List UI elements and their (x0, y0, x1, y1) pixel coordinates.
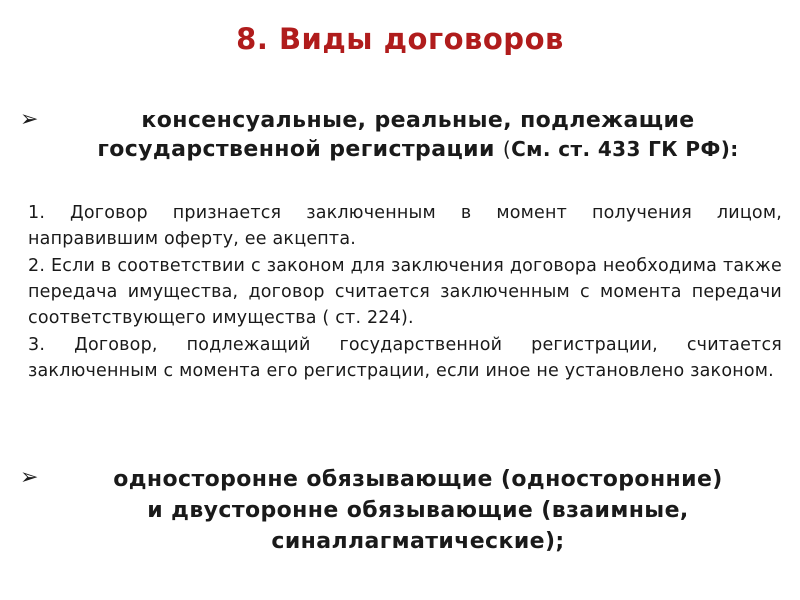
numbered-points (28, 200, 782, 385)
bullet-1-line-a: консенсуальные, реальные, подлежащие (141, 108, 695, 133)
bullet-contract-types-2 (20, 464, 790, 557)
slide-title: 8. Виды договоров (236, 22, 564, 56)
bullet-2-line-b: и двусторонне обязывающие (взаимные, (147, 498, 689, 523)
bullet-2-line-a: односторонне обязывающие (односторонние) (113, 467, 723, 492)
bullet-1-text (46, 106, 790, 164)
arrow-bullet-icon: ➢ (20, 107, 39, 132)
article-reference: (См. ст. 433 ГК РФ): (502, 137, 739, 161)
bullet-contract-types-1 (20, 106, 790, 164)
bullet-1-line-b (46, 135, 790, 164)
bullet-2-text (46, 464, 790, 557)
arrow-bullet-icon: ➢ (20, 465, 39, 490)
point-3: 3. Договор, подлежащий государственной регистрации, считается заключенным с момента его регистрации, если иное не установлено законом. (28, 335, 782, 381)
bullet-1-line-b-main: государственной регистрации (97, 137, 495, 162)
point-1: 1. Договор признается заключенным в момент получения лицом, направившим оферту, ее акцепта. (28, 203, 782, 249)
bullet-2-line-c: синаллагматические); (271, 529, 565, 554)
point-2: 2. Если в соответствии с законом для заключения договора необходима также передача имущества, договор считается заключенным с момента передачи соответствующего имущества ( ст. 224). (28, 256, 782, 328)
